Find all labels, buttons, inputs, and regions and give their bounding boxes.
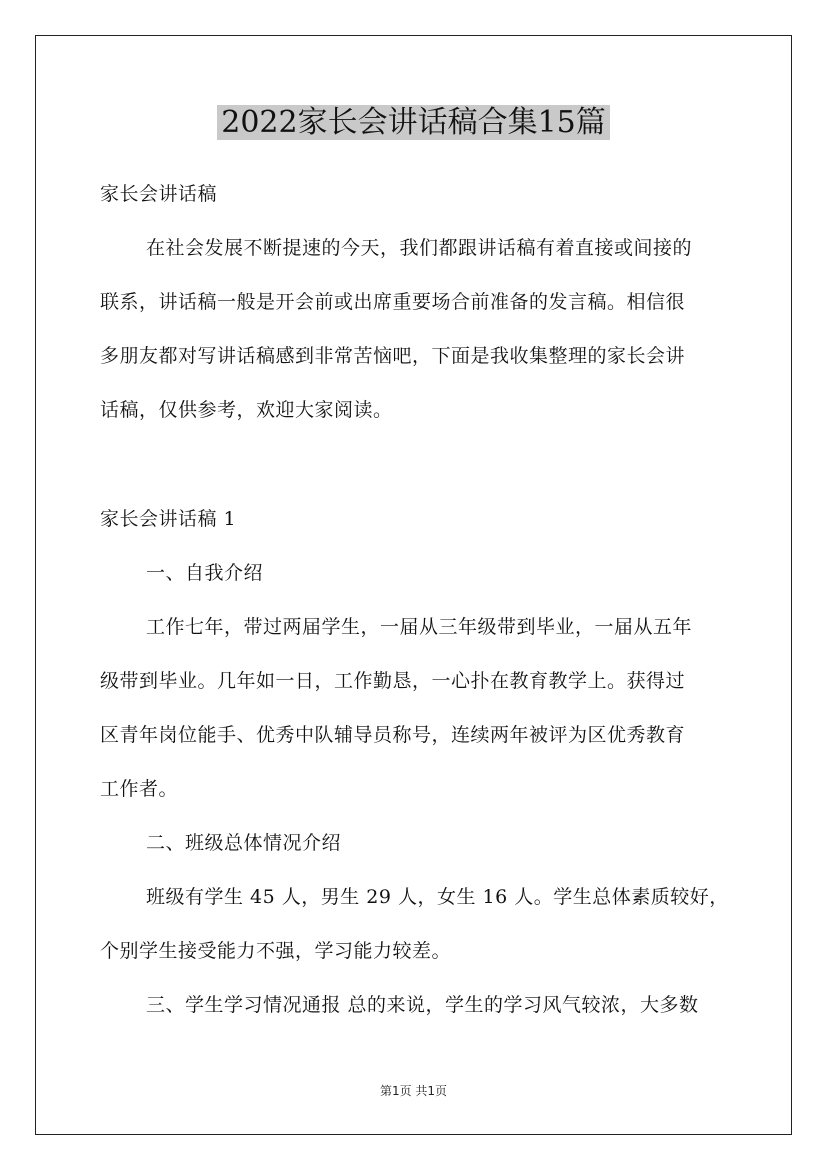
paragraph-line: 联系，讲话稿一般是开会前或出席重要场合前准备的发言稿。相信很 [100, 291, 686, 313]
section-heading: 家长会讲话稿 1 [100, 508, 237, 530]
subsection-heading: 二、班级总体情况介绍 [146, 832, 342, 854]
document-title: 2022家长会讲话稿合集15篇 [0, 100, 827, 146]
paragraph-line: 班级有学生 45 人，男生 29 人，女生 16 人。学生总体素质较好， [146, 886, 729, 908]
paragraph-line: 多朋友都对写讲话稿感到非常苦恼吧，下面是我收集整理的家长会讲 [100, 345, 686, 367]
paragraph-line: 话稿，仅供参考，欢迎大家阅读。 [100, 399, 393, 421]
paragraph-line: 级带到毕业。几年如一日，工作勤恳，一心扑在教育教学上。获得过 [100, 670, 686, 692]
paragraph-line: 个别学生接受能力不强，学习能力较差。 [100, 940, 452, 962]
paragraph-line: 区青年岗位能手、优秀中队辅导员称号，连续两年被评为区优秀教育 [100, 724, 686, 746]
paragraph-line: 工作七年，带过两届学生，一届从三年级带到毕业，一届从五年 [146, 616, 693, 638]
paragraph-line: 工作者。 [100, 778, 179, 800]
subsection-heading: 一、自我介绍 [146, 562, 264, 584]
paragraph-line: 三、学生学习情况通报 总的来说，学生的学习风气较浓，大多数 [146, 994, 699, 1016]
subtitle: 家长会讲话稿 [100, 183, 218, 205]
paragraph-line: 在社会发展不断提速的今天，我们都跟讲话稿有着直接或间接的 [146, 237, 693, 259]
page-number-footer: 第1页 共1页 [379, 1084, 448, 1098]
